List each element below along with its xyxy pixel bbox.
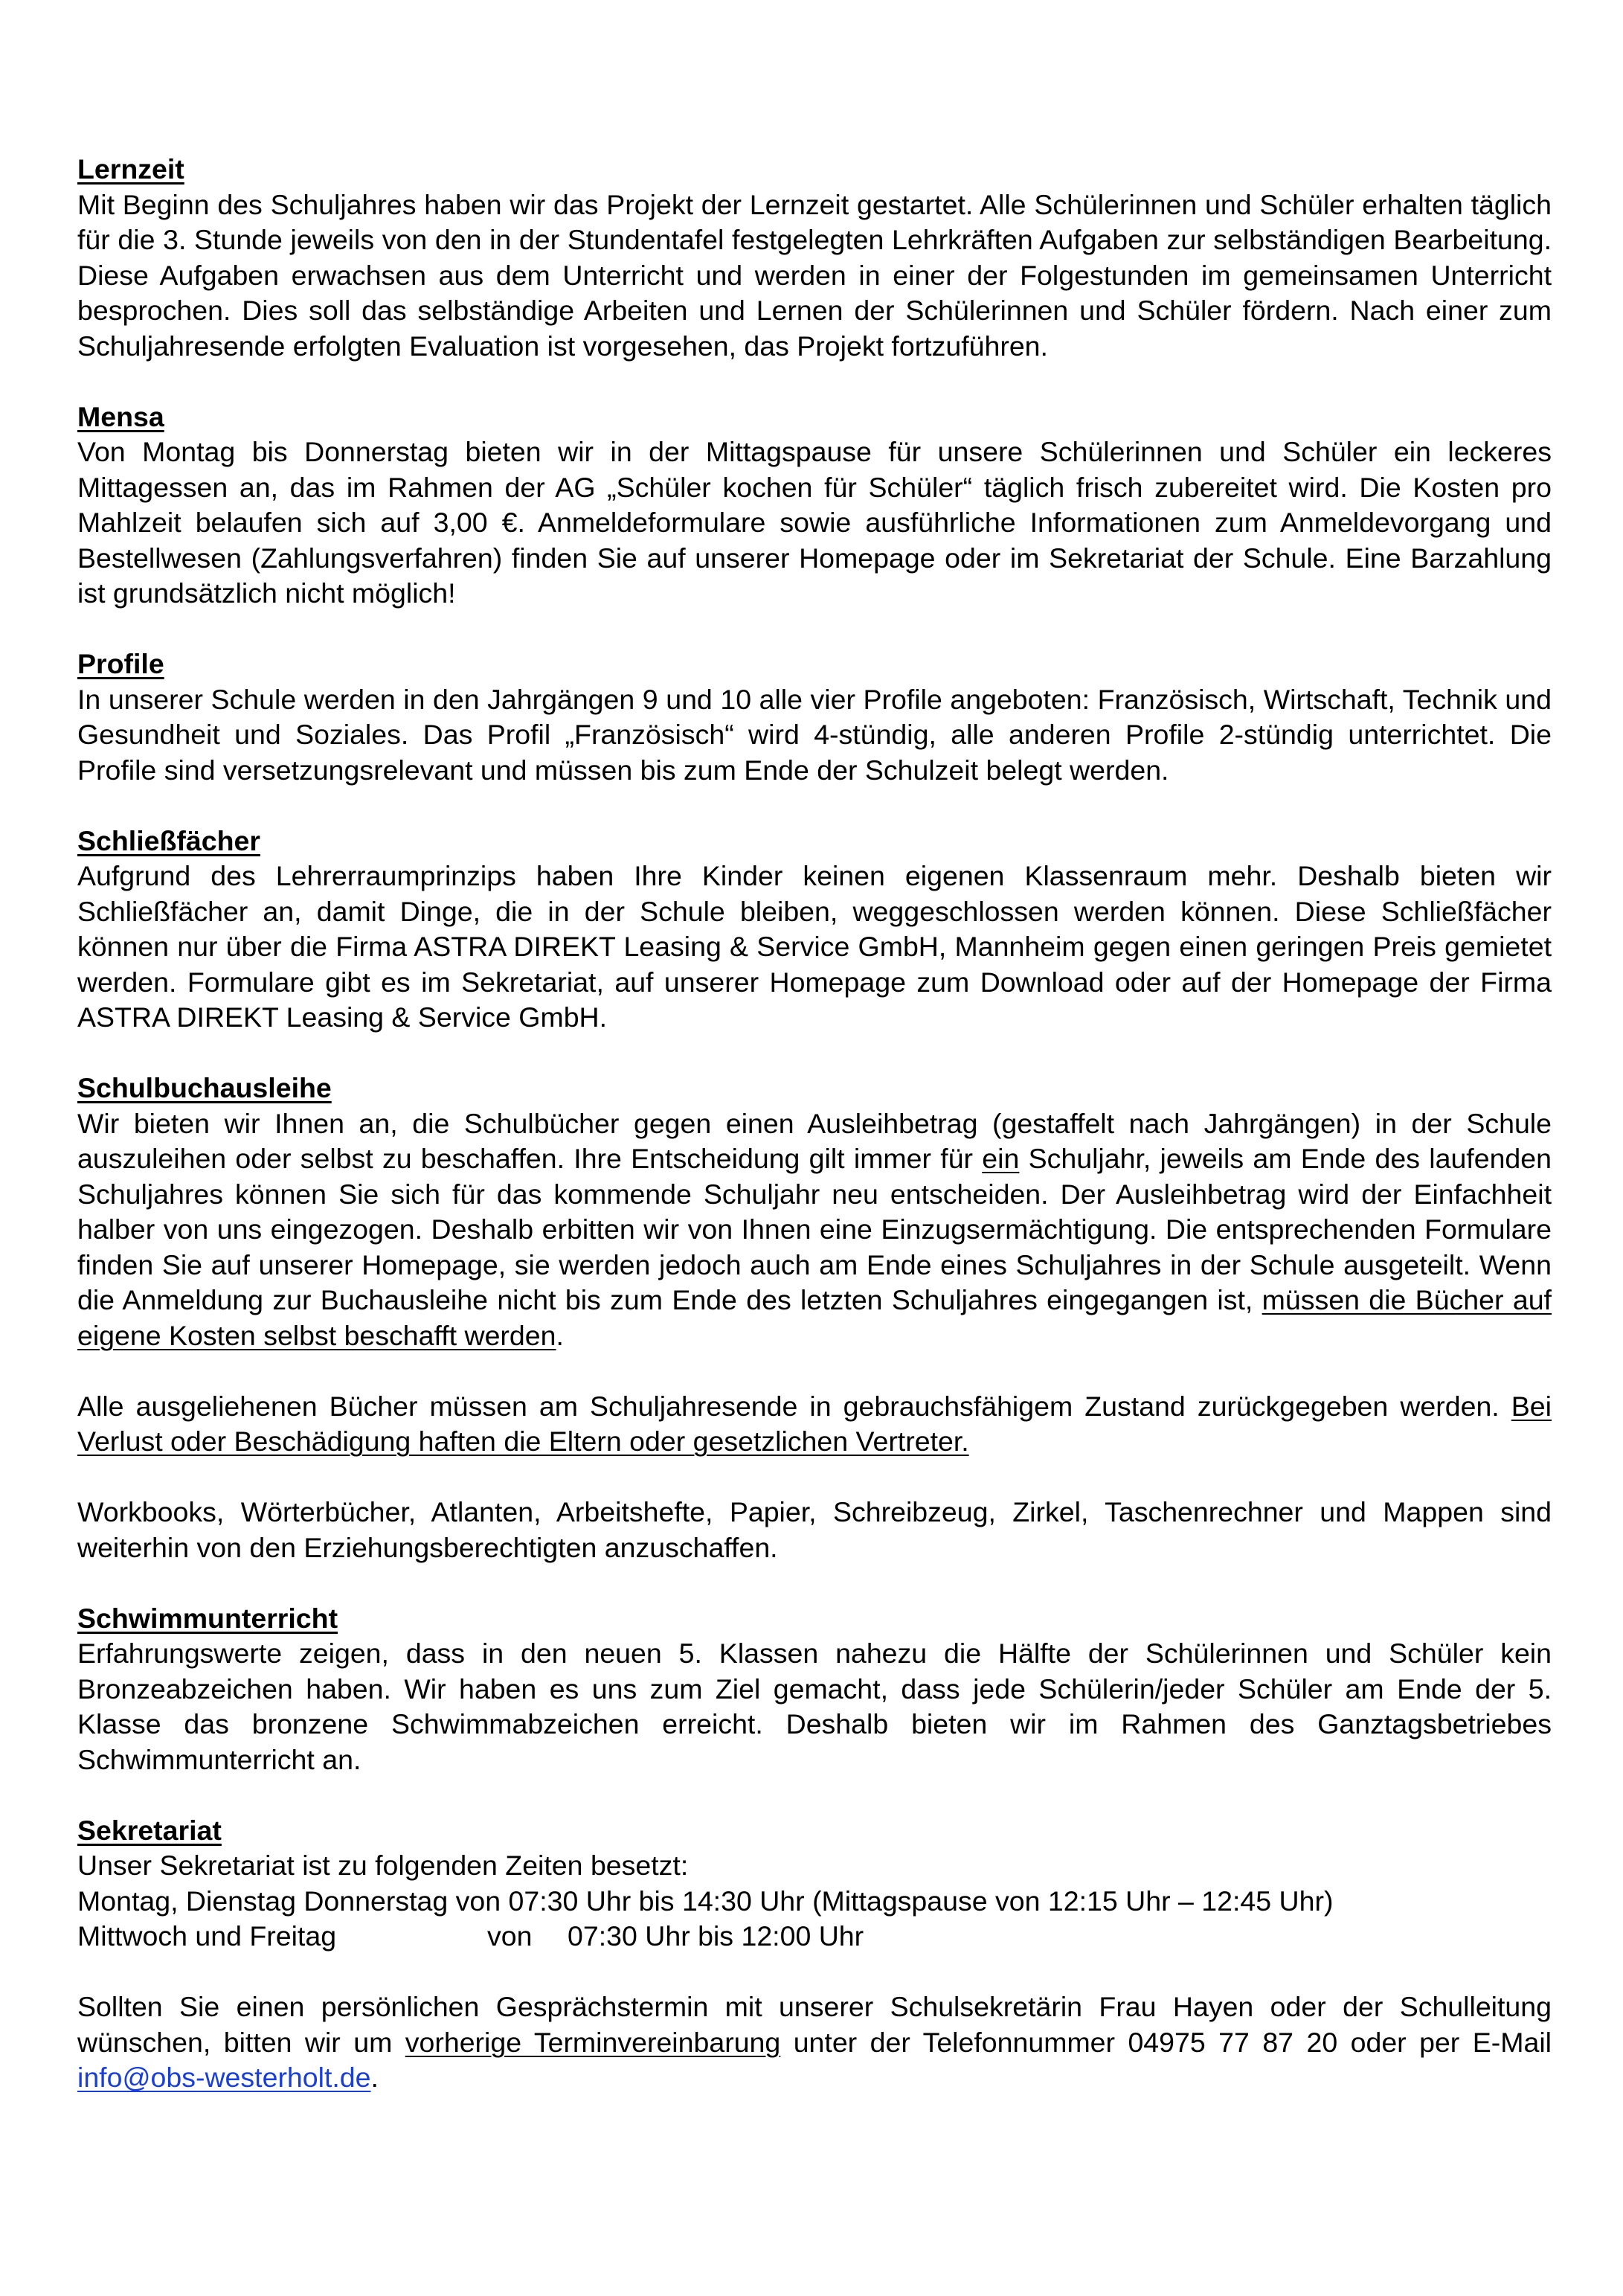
section-heading-lernzeit: Lernzeit bbox=[77, 153, 184, 185]
section-lernzeit bbox=[77, 152, 1552, 364]
section-heading-schulbuchausleihe: Schulbuchausleihe bbox=[77, 1072, 332, 1103]
section-body-schwimmunterricht: Erfahrungswerte zeigen, dass in den neuen 5. Klassen nahezu die Hälfte der Schülerinnen und Schüler kein Bronzeabzeichen haben. Wir haben es uns zum Ziel gemacht, dass jede Schülerin/jeder Schüler am Ende der 5. Klasse das bronzene Schwimmabzeichen erreicht. Deshalb bieten wir im Rahmen des Ganztagsbetriebes Schwimmunterricht an. bbox=[77, 1638, 1552, 1775]
contact-end: . bbox=[370, 2062, 379, 2093]
section-schulbuchausleihe bbox=[77, 1071, 1552, 1565]
section-heading-sekretariat: Sekretariat bbox=[77, 1814, 222, 1846]
section-heading-mensa: Mensa bbox=[77, 400, 164, 432]
hours-row-2-time: 07:30 Uhr bis 12:00 Uhr bbox=[568, 1920, 864, 1952]
email-link[interactable]: info@obs-westerholt.de bbox=[77, 2062, 371, 2093]
sekretariat-intro: Unser Sekretariat ist zu folgenden Zeiten besetzt: bbox=[77, 1850, 689, 1881]
hours-row-2-von: von bbox=[487, 1920, 533, 1952]
schulbuch-p1-text-b: Schuljahr, jeweils am Ende des laufenden Schuljahres können Sie sich für das kommende Schuljahr neu entscheiden. Der Ausleihbetrag wird der Einfachheit halber von uns eingezogen. Deshalb erbitten wir von Ihnen eine Einzugsermächtigung. Die entsprechenden Formulare finden Sie auf unserer Homepage, sie werden jedoch auch am Ende eines Schuljahres in der Schule ausgeteilt. Wenn die Anmeldung zur Buchausleihe nicht bis zum Ende des letzten Schuljahres eingegangen ist, bbox=[77, 1143, 1552, 1315]
document-page bbox=[77, 152, 1552, 2096]
section-schwimmunterricht bbox=[77, 1601, 1552, 1778]
section-body-mensa: Von Montag bis Donnerstag bieten wir in der Mittagspause für unsere Schülerinnen und Schüler ein leckeres Mittagessen an, das im Rahmen der AG „Schüler kochen für Schüler“ täglich frisch zubereitet wird. Die Kosten pro Mahlzeit belaufen sich auf 3,00 €. Anmeldeformulare sowie ausführliche Informationen zum Anmeldevorgang und Bestellwesen (Zahlungsverfahren) finden Sie auf unserer Homepage oder im Sekretariat der Schule. Eine Barzahlung ist grundsätzlich nicht möglich! bbox=[77, 436, 1552, 609]
schulbuch-paragraph-3: Workbooks, Wörterbücher, Atlanten, Arbeitshefte, Papier, Schreibzeug, Zirkel, Taschenrechner und Mappen sind weiterhin von den Erziehungsberechtigten anzuschaffen. bbox=[77, 1496, 1552, 1563]
section-heading-schliessfaecher: Schließfächer bbox=[77, 824, 260, 856]
schulbuch-p1-underlined-notice: müssen die Bücher auf eigene Kosten selbst beschafft werden bbox=[77, 1284, 1552, 1351]
section-sekretariat bbox=[77, 1813, 1552, 2096]
section-heading-profile: Profile bbox=[77, 648, 164, 679]
schulbuch-paragraph-2 bbox=[77, 1389, 1552, 1460]
schulbuch-p2-underlined-notice: Bei Verlust oder Beschädigung haften die Eltern oder gesetzlichen Vertreter. bbox=[77, 1390, 1552, 1457]
sekretariat-hours-row-1: Montag, Dienstag Donnerstag von 07:30 Uhr bis 14:30 Uhr (Mittagspause von 12:15 Uhr – 12:45 Uhr) bbox=[77, 1885, 1334, 1917]
section-mensa bbox=[77, 400, 1552, 612]
contact-text-a: Sollten Sie einen persönlichen Gesprächstermin mit unserer Schulsekretärin Frau Hayen oder der Schulleitung wünschen, bitten wir um bbox=[77, 1991, 1552, 2058]
sekretariat-contact-paragraph bbox=[77, 1989, 1552, 2096]
section-body-schliessfaecher: Aufgrund des Lehrerraumprinzips haben Ihre Kinder keinen eigenen Klassenraum mehr. Deshalb bieten wir Schließfächer an, damit Dinge, die in der Schule bleiben, weggeschlossen werden können. Diese Schließfächer können nur über die Firma ASTRA DIREKT Leasing & Service GmbH, Mannheim gegen einen geringen Preis gemietet werden. Formulare gibt es im Sekretariat, auf unserer Homepage zum Download oder auf der Homepage der Firma ASTRA DIREKT Leasing & Service GmbH. bbox=[77, 860, 1552, 1033]
section-profile bbox=[77, 647, 1552, 788]
schulbuch-p1-emphasis-ein: ein bbox=[982, 1143, 1020, 1174]
section-body-profile: In unserer Schule werden in den Jahrgängen 9 und 10 alle vier Profile angeboten: Französisch, Wirtschaft, Technik und Gesundheit und Soziales. Das Profil „Französisch“ wird 4-stündig, alle anderen Profile 2-stündig unterrichtet. Die Profile sind versetzungsrelevant und müssen bis zum Ende der Schulzeit belegt werden. bbox=[77, 683, 1552, 786]
schulbuch-p2-text: Alle ausgeliehenen Bücher müssen am Schuljahresende in gebrauchsfähigem Zustand zurückgegeben werden. bbox=[77, 1390, 1511, 1422]
section-schliessfaecher bbox=[77, 824, 1552, 1036]
section-heading-schwimmunterricht: Schwimmunterricht bbox=[77, 1602, 338, 1634]
sekretariat-hours-row-2 bbox=[77, 1919, 1552, 1955]
schulbuch-p1-end: . bbox=[556, 1319, 564, 1351]
contact-underlined-appointment: vorherige Terminvereinbarung bbox=[405, 2026, 781, 2058]
schulbuch-paragraph-1 bbox=[77, 1106, 1552, 1354]
schulbuch-p1-text-a: Wir bieten wir Ihnen an, die Schulbücher gegen einen Ausleihbetrag (gestaffelt nach Jahrgängen) in der Schule auszuleihen oder selbst zu beschaffen. Ihre Entscheidung gilt immer für bbox=[77, 1107, 1552, 1174]
contact-text-b: unter der Telefonnummer 04975 77 87 20 oder per E-Mail bbox=[780, 2026, 1552, 2058]
hours-row-2-days: Mittwoch und Freitag bbox=[77, 1920, 337, 1952]
section-body-lernzeit: Mit Beginn des Schuljahres haben wir das Projekt der Lernzeit gestartet. Alle Schülerinnen und Schüler erhalten täglich für die 3. Stunde jeweils von den in der Stundentafel festgelegten Lehrkräften Aufgaben zur selbständigen Bearbeitung. Diese Aufgaben erwachsen aus dem Unterricht und werden in einer der Folgestunden im gemeinsamen Unterricht besprochen. Dies soll das selbständige Arbeiten und Lernen der Schülerinnen und Schüler fördern. Nach einer zum Schuljahresende erfolgten Evaluation ist vorgesehen, das Projekt fortzuführen. bbox=[77, 188, 1552, 362]
